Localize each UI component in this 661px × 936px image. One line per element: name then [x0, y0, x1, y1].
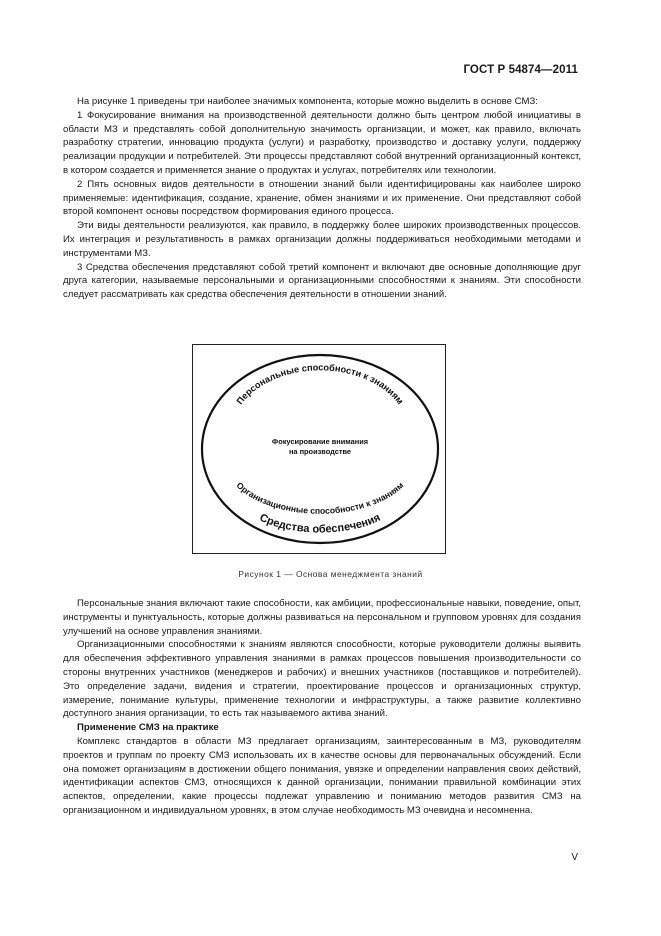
- framework-diagram: [193, 345, 447, 555]
- document-code: ГОСТ Р 54874—2011: [463, 64, 578, 76]
- figure-caption: Рисунок 1 — Основа менеджмента знаний: [238, 569, 423, 579]
- page-number: V: [571, 852, 578, 863]
- paragraph: Персональные знания включают такие способности, как амбиции, профессиональные навыки, поведение, опыт, инструменты и пунктуальность, которые должны развиваться на персональном и групповом уровнях для создания улучшений на основе управления знаниями.: [63, 598, 581, 637]
- outer-top-label: Персональные способности к знаниям: [234, 362, 406, 407]
- paragraph: 2 Пять основных видов деятельности в отношении знаний были идентифицированы как наиболее широко применяемые: идентификация, создание, хранение, обмен знаниями и их применение. Они представляют собой второй компонент основы посредством формирования единого процесса.: [63, 178, 581, 218]
- paragraph: Комплекс стандартов в области МЗ предлагает организациям, заинтересованным в МЗ, руководителям проектов и группам по проекту СМЗ использовать их в качестве основы для первоначальных обсуждений. Если она поможет организациям в достижении общего понимания, увязке и определении направления своих действий, идентификации аспектов СМЗ, относящихся к данной организации, понимании правильной комбинации этих аспектов, определении, какие процессы подлежат управлению и пониманию методов развития СМЗ на организационном и индивидуальном уровнях, в этом случае необходимость МЗ очевидна и несомненна.: [63, 735, 581, 816]
- center-label-line2: на производстве: [288, 447, 352, 456]
- paragraph: Эти виды деятельности реализуются, как правило, в поддержку более широких производственных процессов. Их интеграция и результативность в рамках организации должны поддерживаться необходимыми методами и инструментами МЗ.: [63, 220, 581, 259]
- section-heading: Применение СМЗ на практике: [77, 722, 219, 734]
- paragraph: 3 Средства обеспечения представляют собой третий компонент и включают две основные дополняющие друг друга категории, называемые персональными и организационными способностями к знаниям. Эти способности следует рассматривать как средства обеспечения деятельности в отношении знаний.: [63, 261, 581, 301]
- paragraph: 1 Фокусирование внимания на производственной деятельности должно быть центром любой инициативы в области МЗ и представлять собой дополнительную значимость организации, и может, как правило, включать разработку стратегии, инновацию продукта (услуги) и разработку, производство и доставку услуги, поддержку реализации продукции и потребителей. Эти процессы представляют собой внутренний организационный контекст, в котором создается и применяется знание о продуктах и услугах, потребителях или технологии.: [63, 109, 581, 176]
- inner-bottom-label: Организационные способности к знаниям: [234, 480, 406, 516]
- body-text: [63, 597, 581, 818]
- paragraph: Организационными способностями к знаниям являются способности, которые руководители должны выявить для обеспечения эффективного управления знаниями в рамках процессов повышения производительности со стороны внутренних участников (менеджеров и рабочих) и внешних участников (поставщиков и потребителей). Это определение задачи, видения и стратегии, проектирование процессов и организационных структур, измерение, понимание культуры, применение технологии и инфраструктуры, а также развитие коллективно доступного знания организации, то есть так называемого актива знаний.: [63, 639, 581, 720]
- outer-bottom-label: Средства обеспечения: [257, 511, 383, 536]
- paragraph: На рисунке 1 приведены три наиболее значимых компонента, которые можно выделить в основе СМЗ:: [77, 96, 538, 107]
- figure-km-framework: [192, 344, 446, 554]
- center-label-line1: Фокусирование внимания: [271, 437, 369, 446]
- intro-text: [63, 95, 581, 302]
